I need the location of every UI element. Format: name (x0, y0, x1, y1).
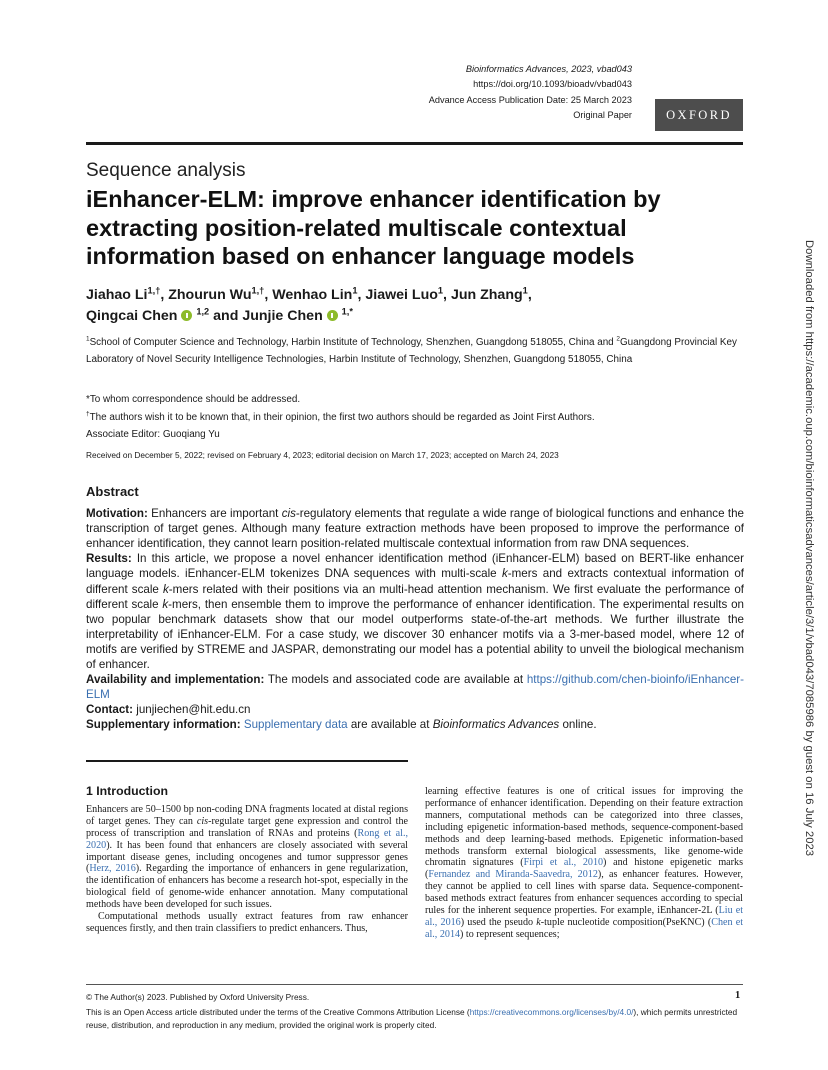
body-italic: cis (196, 815, 209, 827)
affiliations (86, 334, 746, 368)
citation-link[interactable]: Herz, 2016 (89, 863, 136, 875)
author-name[interactable]: Zhourun Wu (168, 287, 252, 303)
oxford-logo[interactable]: OXFORD (655, 99, 743, 131)
author-name[interactable]: Jun Zhang (450, 287, 523, 303)
body-text: -regulate target gene expression and control the process of transcription and translation of RNAs and proteins ( (86, 815, 408, 839)
results-italic: k (162, 597, 169, 611)
body-column-left (86, 786, 408, 935)
availability-text: The models and associated code are available at (264, 673, 527, 687)
citation-link[interactable]: Firpi et al., 2010 (523, 857, 604, 869)
author-affiliation-mark: 1,† (147, 285, 161, 296)
page-number: 1 (735, 990, 741, 1001)
intro-paragraph-1 (86, 804, 408, 911)
results-text: -mers, then ensemble them to improve the performance of enhancer identification. The experimental results on two popular benchmark datasets show that our model outperforms state-of-the-art methods. We further illustrate the interpretability of iEnhancer-ELM. For a case study, we discover 30 enhancer motifs via a 3-mer-based model, where 12 of motifs are verified by STREME and JASPAR, demonstrating our model has a potential ability to unveil the biological mechanism of enhancer. (86, 597, 744, 672)
doi-link[interactable]: https://doi.org/10.1093/bioadv/vbad043 (473, 79, 632, 90)
results-text: In this article, we propose a novel enhancer identification method (iEnhancer-ELM) based on BERT-like enhancer language models. iEnhancer-ELM tokenizes DNA sequences with multi-scale (86, 552, 744, 581)
author-affiliation-mark: 1,* (341, 306, 353, 317)
associate-editor: Associate Editor: Guoqiang Yu (86, 429, 220, 440)
author-name[interactable]: Jiahao Li (86, 287, 148, 303)
abstract-contact (86, 702, 744, 717)
results-italic: k (501, 567, 508, 581)
supplementary-label: Supplementary information: (86, 718, 241, 732)
motivation-text: -regulatory elements that regulate a wide range of biological functions and enhance the transcription of target genes. Although many feature extraction methods have been proposed to improve the performance of enhancer identification, they cannot learn position-related multiscale contextual information from raw DNA sequences. (86, 507, 744, 551)
abstract-heading: Abstract (86, 484, 139, 499)
received-dates: Received on December 5, 2022; revised on February 4, 2023; editorial decision on March 17, 2023; accepted on March 24, 2023 (86, 450, 559, 460)
intro-paragraph-2: Computational methods usually extract features from raw enhancer sequences firstly, and then train classifiers to predict enhancers. Thus, (86, 911, 408, 934)
citation-link[interactable]: Chen et al., 2014 (425, 916, 743, 940)
joint-author-text: The authors wish it to be known that, in their opinion, the first two authors should be regarded as Joint First Authors. (89, 411, 595, 423)
body-text: ) used the pseudo (460, 916, 537, 928)
license-text: This is an Open Access article distributed under the terms of the Creative Commons Attribution License ( (86, 1007, 470, 1017)
orcid-icon[interactable] (181, 310, 192, 321)
paper-title: iEnhancer-ELM: improve enhancer identification by extracting position-related multiscale contextual information based on enhancer language models (86, 186, 661, 269)
section-divider (86, 760, 408, 762)
body-text: ) and histone epigenetic marks ( (425, 857, 743, 881)
copyright-notice: © The Author(s) 2023. Published by Oxford University Press. (86, 992, 310, 1002)
abstract (86, 484, 744, 733)
availability-label: Availability and implementation: (86, 673, 265, 687)
author-affiliation-mark: 1 (522, 285, 528, 296)
supplementary-data-link[interactable]: Supplementary data (243, 718, 348, 732)
paper-type: Original Paper (573, 109, 632, 120)
license-link[interactable]: https://creativecommons.org/licenses/by/4.0/ (469, 1007, 634, 1017)
supplementary-journal: Bioinformatics Advances (432, 718, 560, 732)
intro-paragraph-3 (425, 786, 743, 941)
author-affiliation-mark: 1 (437, 285, 444, 296)
orcid-icon[interactable] (327, 310, 338, 321)
supplementary-text: are available at (347, 718, 433, 732)
affiliation-mark: 1 (86, 335, 90, 343)
body-text: ). It has been found that enhancers are closely associated with several important disease genes, including oncogenes and tumor suppressor genes ( (86, 839, 408, 875)
author-name[interactable]: Jiawei Luo (365, 287, 438, 303)
author-name[interactable]: Qingcai Chen (86, 308, 178, 324)
abstract-motivation (86, 506, 744, 551)
citation-link[interactable]: Fernandez and Miranda-Saavedra, 2012 (428, 869, 598, 881)
author-list (86, 285, 746, 327)
contact-email[interactable]: junjiechen@hit.edu.cn (133, 703, 251, 717)
results-italic: k (163, 582, 169, 596)
introduction-heading: 1 Introduction (86, 784, 168, 798)
results-label: Results: (86, 552, 132, 566)
affiliation-1: School of Computer Science and Technology, Harbin Institute of Technology, Shenzhen, Guangdong 518055, China and (89, 337, 617, 348)
author-conjunction: and (213, 308, 239, 324)
abstract-supplementary (86, 717, 744, 732)
supplementary-text: online. (559, 718, 597, 732)
body-text: ). Regarding the importance of enhancers in gene regularization, the identification of enhancers has become a research hot-spot, especially in the biological field of genome-wide enhancer annotation. Many computational methods have been developed for such issues. (86, 863, 408, 911)
journal-meta (429, 62, 632, 123)
results-text: -mers related with their positions via an multi-head attention mechanism. We first evaluate the performance of different scale (86, 582, 744, 611)
abstract-availability (86, 672, 744, 702)
affiliation-mark: 2 (616, 335, 620, 343)
citation-link[interactable]: Liu et al., 2016 (425, 905, 743, 928)
body-column-right (425, 786, 743, 941)
author-line-1: Jiahao $Li^{1,\dagger}$, Zhourun $Wu^{1,\dagger}$, Wenhao Lin$^1$, Jiawei Luo$^1$, Jun Zhang$^1$, (86, 285, 532, 303)
joint-author-note (86, 409, 746, 427)
header-divider (86, 142, 743, 145)
citation-link[interactable]: Rong et al., 2020 (86, 827, 408, 851)
body-text: ) to represent sequences; (460, 928, 560, 940)
dagger-mark: † (86, 410, 90, 418)
affiliation-2: Guangdong Provincial Key Laboratory of Novel Security Intelligence Technologies, Harbin Institute of Technology, Shenzhen, Guangdong 518055, China (86, 337, 737, 365)
author-name[interactable]: Junjie Chen (242, 308, 323, 324)
motivation-text: Enhancers are important (147, 507, 282, 521)
author-affiliation-mark: 1,† (251, 285, 265, 296)
download-watermark: Downloaded from https://academic.oup.com/bioinformaticsadvances/article/3/1/vbad043/7085986 by guest on 16 July 2023 (803, 240, 815, 857)
author-affiliation-mark: 1,2 (196, 306, 210, 317)
results-text: -mers and extracts contextual information of different scale (86, 567, 744, 596)
license-text: ), which permits unrestricted reuse, distribution, and reproduction in any medium, provided the original work is properly cited. (86, 1007, 738, 1030)
body-text: ), as enhancer features. However, they cannot be applied to cell lines with sparse data. Sequence-component-based methods extract features from enhancer sequences according to special rules for the inherent sequence properties. For example, iEnhancer-2L ( (425, 869, 744, 917)
abstract-results (86, 551, 744, 672)
journal-name: Bioinformatics Advances, 2023, vbad043 (465, 64, 632, 74)
author-notes (86, 391, 746, 444)
author-name[interactable]: Wenhao Lin (272, 287, 353, 303)
footer-divider (86, 984, 743, 985)
license-notice (86, 1006, 744, 1031)
correspondence-note: *To whom correspondence should be addressed. (86, 394, 301, 405)
author-affiliation-mark: 1 (352, 285, 358, 296)
body-text: -tuple nucleotide composition(PseKNC) ( (540, 916, 712, 928)
author-line-2 (86, 306, 746, 327)
body-text: learning effective features is one of critical issues for improving the performance of enhancer identification. Depending on their feature extraction manners, computational methods can be categorized into three classes, including epigenetic information-based methods, sequence-component-based methods and deep learning-based methods. Epigenetic information-based methods transform external biological assessments, like genome-wide chromatin signatures ( (425, 786, 743, 869)
advance-access-date: Advance Access Publication Date: 25 March 2023 (428, 94, 632, 105)
contact-label: Contact: (86, 703, 134, 717)
section-label: Sequence analysis (86, 160, 246, 181)
motivation-italic: cis (281, 507, 296, 521)
body-italic: k (536, 916, 541, 928)
github-link[interactable]: https://github.com/chen-bioinfo/iEnhancer-ELM (86, 673, 745, 702)
motivation-label: Motivation: (86, 507, 148, 521)
body-text: Enhancers are 50–1500 bp non-coding DNA fragments located at distal regions of target genes. They can (86, 803, 408, 827)
